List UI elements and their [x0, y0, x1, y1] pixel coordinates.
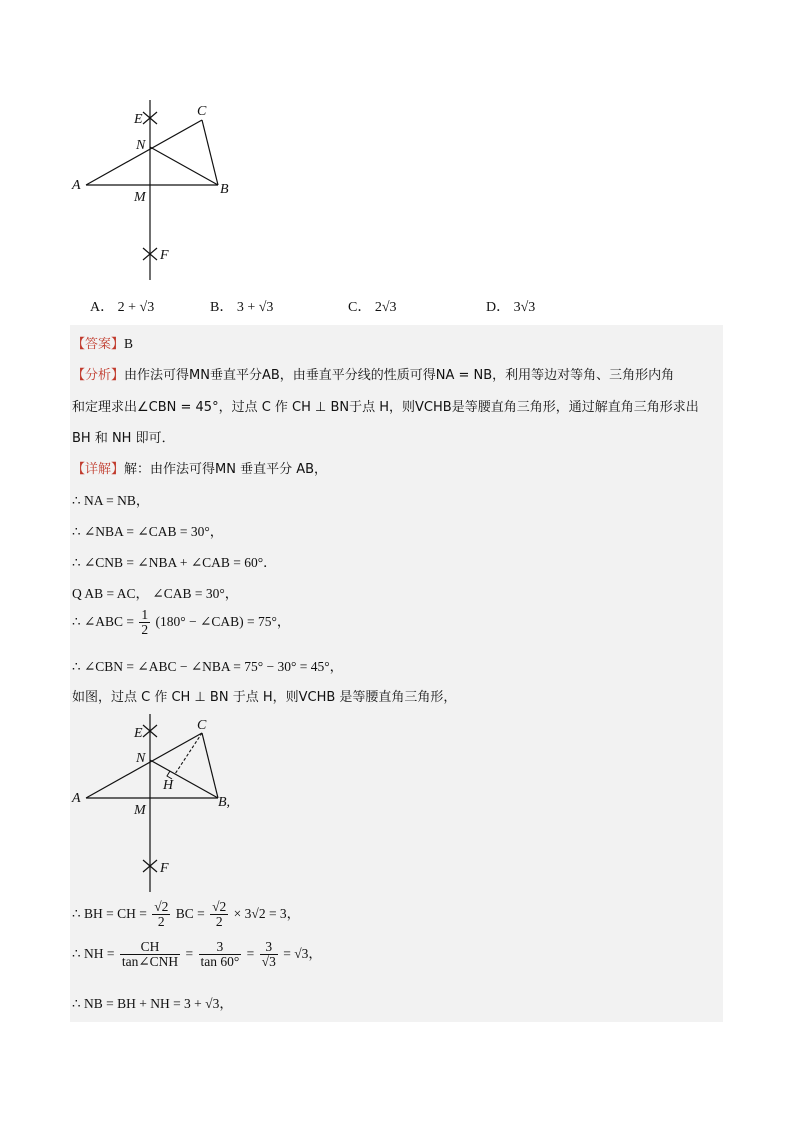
label-F: F [160, 861, 169, 876]
label-M: M [134, 190, 146, 205]
calc-1-pre: ∴ BH = CH = [72, 905, 147, 921]
step-5 [72, 608, 290, 637]
label-N: N [136, 138, 146, 153]
detail-intro-line [72, 458, 327, 477]
segment-BC [202, 733, 218, 798]
fraction-denominator: 2 [157, 914, 165, 930]
fraction-3-over-tan60 [199, 940, 242, 969]
segment-NB [150, 147, 218, 185]
figure-2-with-height-CH [60, 712, 260, 897]
label-A: A [72, 791, 81, 806]
label-A: A [72, 178, 81, 193]
calc-1-mid: BC = [175, 905, 205, 921]
step-6: ∴ ∠CBN = ∠ABC − ∠NBA = 75° − 30° = 45°， [72, 659, 344, 674]
fraction-denominator: tan 60° [200, 954, 240, 970]
label-B: B, [218, 795, 231, 810]
fraction-half [139, 608, 150, 637]
choice-c-letter: C． [348, 300, 372, 315]
label-E: E [134, 112, 143, 127]
calc-2-pre: ∴ NH = [72, 945, 115, 961]
fraction-denominator: tan∠CNH [121, 954, 179, 970]
label-N: N [136, 751, 146, 766]
choice-d-value: 3√3 [513, 300, 536, 315]
choice-c[interactable] [348, 296, 397, 316]
analysis-line-2 [72, 396, 699, 415]
fraction-denominator: √3 [261, 954, 276, 970]
fraction-numerator: 3 [260, 940, 278, 955]
choice-a-value: 2 + √3 [117, 300, 155, 315]
analysis-line-1 [72, 364, 674, 383]
calc-2-post: = √3， [283, 945, 322, 961]
fraction-ch-over-tan [120, 940, 180, 969]
analysis-text-2: 和定理求出∠CBN = 45°，过点 C 作 CH ⊥ BN于点 H，则VCHB是等腰直角三角形，通过解直角三角形求出 [72, 400, 699, 415]
analysis-line-3 [72, 427, 175, 446]
step-1: ∴ NA = NB， [72, 493, 150, 508]
analysis-tag: 【分析】 [72, 368, 125, 383]
choice-c-value: 2√3 [374, 300, 397, 315]
step-7: 如图，过点 C 作 CH ⊥ BN 于点 H，则VCHB 是等腰直角三角形， [72, 690, 457, 705]
segment-NB [150, 760, 218, 798]
choice-d-letter: D． [486, 300, 511, 315]
fraction-numerator: √2 [212, 899, 227, 914]
label-F: F [160, 248, 169, 263]
label-C: C [197, 104, 207, 119]
segment-CH-dashed [175, 733, 202, 774]
detail-intro: 解：由作法可得MN 垂直平分 AB， [124, 462, 328, 477]
label-E: E [134, 726, 143, 741]
calc-2-eq2: = [246, 945, 255, 961]
label-H: H [163, 778, 174, 793]
calc-line-1 [72, 900, 300, 929]
calc-1-post: × 3√2 = 3， [233, 905, 301, 921]
label-B: B [220, 182, 229, 197]
fraction-sqrt2-over-2 [152, 900, 170, 929]
figure-1-perpendicular-bisector [60, 95, 260, 285]
calc-line-3: ∴ NB = BH + NH = 3 + √3， [72, 996, 233, 1011]
answer-line [72, 333, 133, 352]
fraction-numerator: CH [120, 940, 180, 955]
analysis-text-3: BH 和 NH 即可． [72, 431, 175, 446]
calc-line-2 [72, 940, 322, 969]
step-4: Q AB = AC， ∠CAB = 30°， [72, 586, 239, 601]
label-C: C [197, 718, 207, 733]
segment-BC [202, 120, 218, 185]
step-5-pre: ∴ ∠ABC = [72, 613, 135, 629]
answer-value: B [124, 336, 134, 351]
fraction-half-numerator: 1 [141, 607, 149, 622]
choice-b-letter: B． [210, 300, 234, 315]
step-5-post: (180° − ∠CAB) = 75°， [155, 613, 291, 629]
choice-b-value: 3 + √3 [236, 300, 274, 315]
step-2: ∴ ∠NBA = ∠CAB = 30°， [72, 524, 224, 539]
fraction-numerator: 3 [199, 940, 242, 955]
choice-d[interactable] [486, 296, 535, 316]
fraction-3-over-sqrt3 [260, 940, 278, 969]
choice-a-letter: A． [90, 300, 115, 315]
choice-b[interactable] [210, 296, 273, 316]
fraction-half-denominator: 2 [141, 622, 149, 638]
analysis-text-1: 由作法可得MN垂直平分AB，由垂直平分线的性质可得NA = NB，利用等边对等角、三角形内角 [124, 368, 675, 383]
fraction-numerator: √2 [154, 899, 169, 914]
step-3: ∴ ∠CNB = ∠NBA + ∠CAB = 60°． [72, 555, 277, 570]
label-M: M [134, 803, 146, 818]
choice-a[interactable] [90, 296, 154, 316]
calc-2-eq1: = [185, 945, 194, 961]
fraction-sqrt2-over-2-second [210, 900, 228, 929]
fraction-denominator: 2 [215, 914, 223, 930]
detail-tag: 【详解】 [72, 462, 125, 477]
answer-tag: 【答案】 [72, 337, 125, 352]
